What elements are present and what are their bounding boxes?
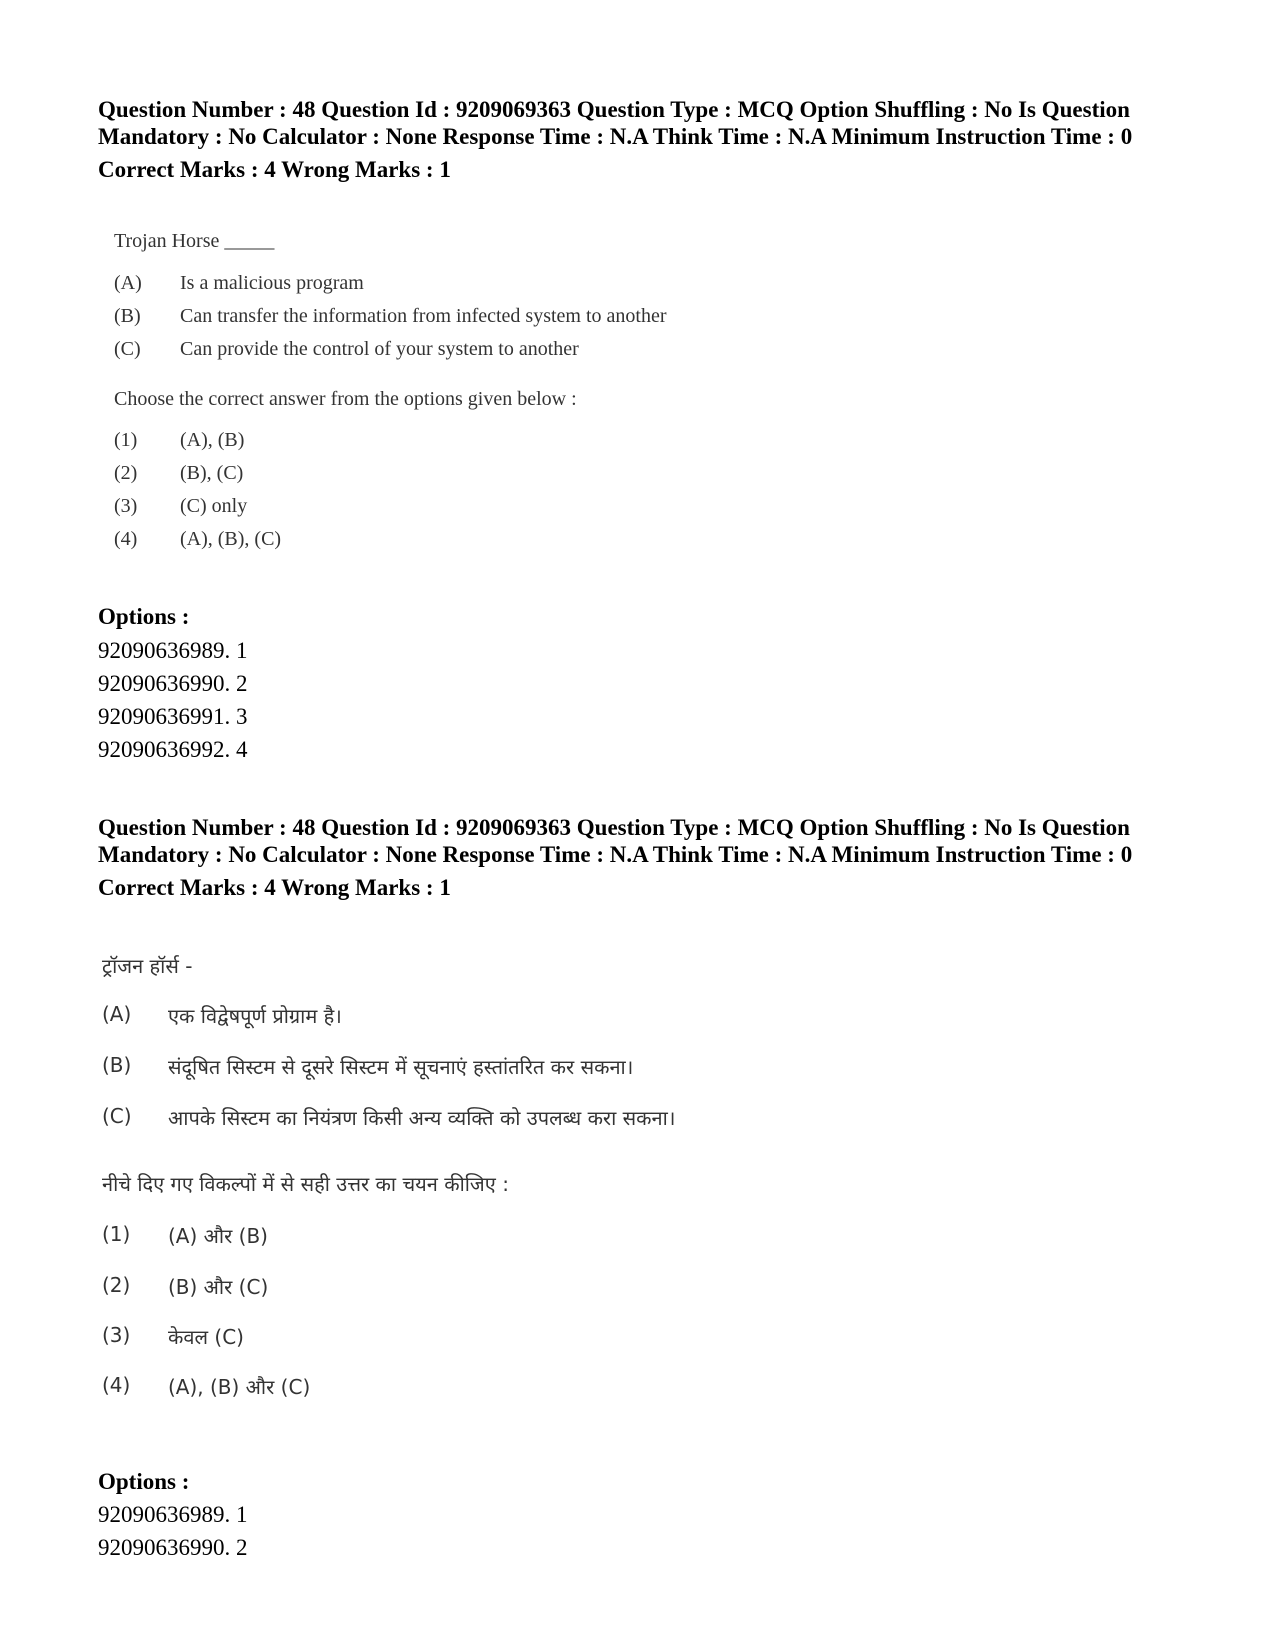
statement-label: (C) — [102, 1104, 132, 1128]
choice-text: (C) only — [180, 495, 248, 517]
statement-label: (B) — [102, 1053, 132, 1077]
statement-text: आपके सिस्टम का नियंत्रण किसी अन्य व्यक्ति को उपलब्ध करा सकना। — [168, 1106, 676, 1130]
question-meta: Question Number : 48 Question Id : 9209069363 Question Type : MCQ Option Shuffling : No Is Question Mandatory : No Calculator : None Response Time : N.A Think Time : N.A Minimum Instruction Time : 0 — [98, 815, 1133, 867]
choice-label: (2) — [102, 1273, 131, 1297]
question-marks: Correct Marks : 4 Wrong Marks : 1 — [98, 157, 451, 182]
instruction-text: Choose the correct answer from the options given below : — [114, 388, 577, 410]
choice-label: (1) — [102, 1222, 131, 1246]
choice-text: (A), (B) और (C) — [168, 1375, 311, 1399]
choice-text: केवल (C) — [168, 1325, 244, 1349]
option-item: 92090636990. 2 — [98, 1535, 248, 1560]
question-1-header — [98, 96, 1185, 183]
statement-text: संदूषित सिस्टम से दूसरे सिस्टम में सूचनाएं हस्तांतरित कर सकना। — [168, 1055, 634, 1079]
statement-text: Can provide the control of your system to another — [180, 338, 579, 360]
question-marks: Correct Marks : 4 Wrong Marks : 1 — [98, 875, 451, 900]
statement-label: (A) — [114, 272, 142, 294]
choice-label: (4) — [102, 1373, 131, 1397]
statement-label: (A) — [102, 1002, 132, 1026]
instruction-text: नीचे दिए गए विकल्पों में से सही उत्तर का चयन कीजिए : — [102, 1172, 509, 1196]
choice-text: (A) और (B) — [168, 1224, 268, 1248]
choice-text: (B), (C) — [180, 462, 244, 484]
choice-text: (A), (B), (C) — [180, 528, 282, 550]
statement-text: Is a malicious program — [180, 272, 364, 294]
choice-text: (B) और (C) — [168, 1275, 269, 1299]
statement-text: एक विद्वेषपूर्ण प्रोग्राम है। — [168, 1004, 342, 1028]
option-item: 92090636992. 4 — [98, 737, 248, 762]
choice-label: (2) — [114, 462, 138, 484]
options-title: Options : — [98, 604, 190, 629]
choice-label: (4) — [114, 528, 138, 550]
statement-label: (C) — [114, 338, 141, 360]
options-title: Options : — [98, 1469, 190, 1494]
option-item: 92090636989. 1 — [98, 1502, 248, 1527]
question-stem: ट्रॉजन हॉर्स - — [102, 954, 193, 978]
statement-label: (B) — [114, 305, 141, 327]
option-item: 92090636991. 3 — [98, 704, 248, 729]
choice-label: (3) — [102, 1323, 131, 1347]
statement-text: Can transfer the information from infected system to another — [180, 305, 667, 327]
choice-label: (3) — [114, 495, 138, 517]
question-1-body — [114, 230, 914, 570]
question-2-header — [98, 814, 1185, 901]
option-item: 92090636989. 1 — [98, 638, 248, 663]
question-meta: Question Number : 48 Question Id : 9209069363 Question Type : MCQ Option Shuffling : No Is Question Mandatory : No Calculator : None Response Time : N.A Think Time : N.A Minimum Instruction Time : 0 — [98, 97, 1133, 149]
option-item: 92090636990. 2 — [98, 671, 248, 696]
choice-label: (1) — [114, 429, 138, 451]
question-stem: Trojan Horse _____ — [114, 230, 275, 252]
choice-text: (A), (B) — [180, 429, 245, 451]
question-2-body — [102, 952, 902, 1412]
